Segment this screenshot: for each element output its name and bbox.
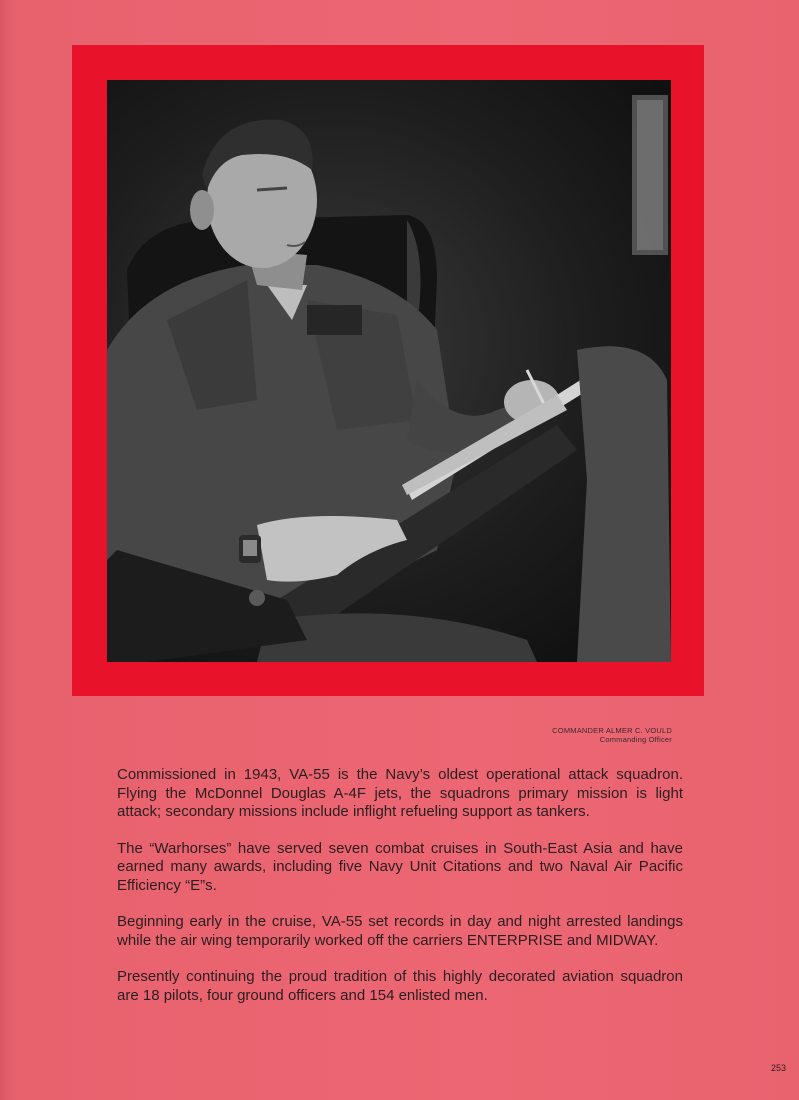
- paragraph-4: Presently continuing the proud tradition of this highly decorated aviation squadron are 18 pilots, four ground officers and 154 enlisted men.: [117, 968, 683, 1004]
- portrait-photo-icon: [107, 80, 671, 662]
- paragraph-3: Beginning early in the cruise, VA-55 set records in day and night arrested landings while the air wing temporarily worked off the carriers ENTERPRISE and MIDWAY.: [117, 913, 683, 949]
- commander-portrait-photo: [107, 80, 671, 662]
- paragraph-1: Commissioned in 1943, VA-55 is the Navy’s oldest operational attack squadron. Flying the McDonnel Douglas A-4F jets, the squadrons primary mission is light attack; secondary missions include inflight refueling support as tankers.: [117, 766, 683, 820]
- caption-name: COMMANDER ALMER C. VOULD: [552, 726, 672, 735]
- article-body: [117, 766, 683, 1023]
- photo-caption: [552, 726, 672, 744]
- page-number: 253: [770, 1063, 786, 1073]
- paragraph-2: The “Warhorses” have served seven combat cruises in South-East Asia and have earned many awards, including five Navy Unit Citations and two Naval Air Pacific Efficiency “E”s.: [117, 839, 683, 894]
- caption-title: Commanding Officer: [599, 735, 672, 744]
